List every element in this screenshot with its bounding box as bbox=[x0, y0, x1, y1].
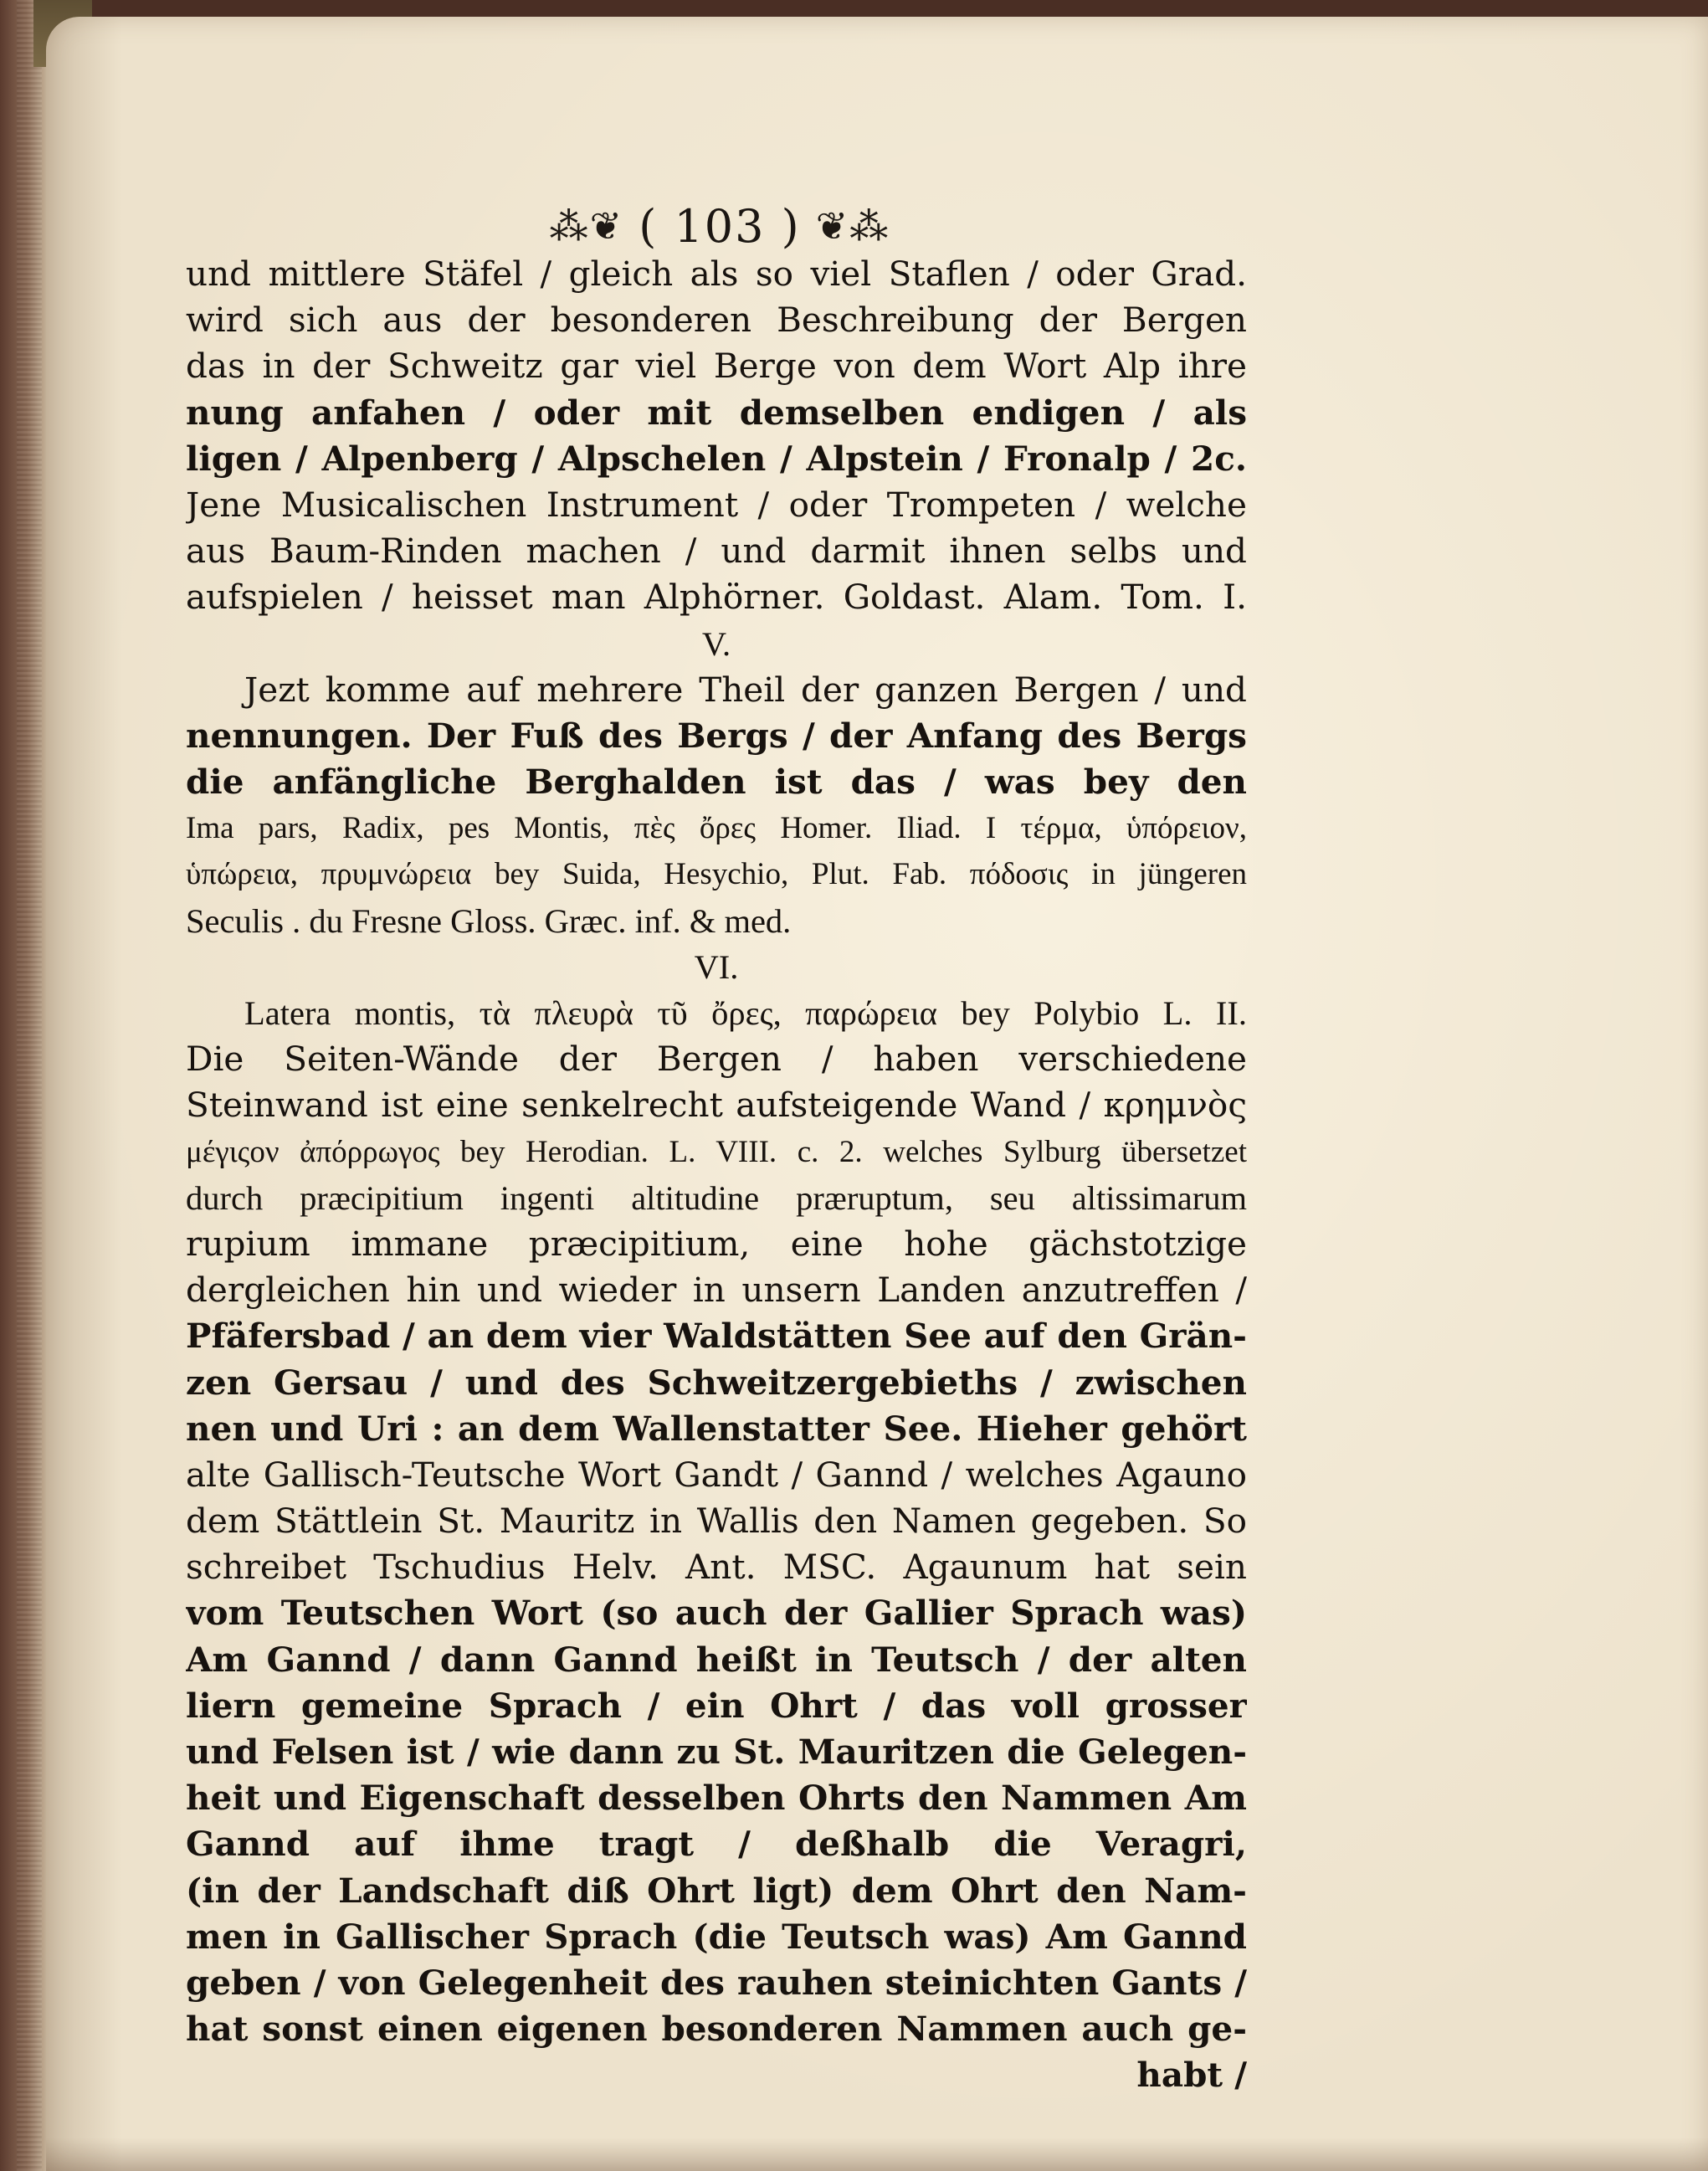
page-text bbox=[186, 251, 1247, 2099]
catchword: habt / bbox=[1136, 2055, 1247, 2096]
text-line: Steinwand ist eine senkelrecht aufsteigende Wand / κρημνὸς bbox=[186, 1085, 1247, 1126]
text-line: ligen / Alpenberg / Alpschelen / Alpstein / Fronalp / 2c. bbox=[186, 438, 1247, 479]
text-line: schreibet Tschudius Helv. Ant. MSC. Agaunum hat sein bbox=[186, 1547, 1247, 1588]
text-line: dergleichen hin und wieder in unsern Landen anzutreffen / bbox=[186, 1270, 1247, 1311]
text-line: Jezt komme auf mehrere Theil der ganzen Bergen / und bbox=[244, 669, 1247, 710]
text-line: Die Seiten-Wände der Bergen / haben verschiedene bbox=[186, 1039, 1247, 1080]
text-line: durch præcipitium ingenti altitudine præruptum, seu altissimarum bbox=[186, 1178, 1247, 1217]
text-line: vom Teutschen Wort (so auch der Gallier Sprach was) bbox=[186, 1593, 1247, 1634]
text-line: men in Gallischer Sprach (die Teutsch was) Am Gannd bbox=[186, 1916, 1247, 1957]
text-line: Pfäfersbad / an dem vier Waldstätten See auf den Grän- bbox=[186, 1316, 1247, 1357]
ornament-right-icon: ❦⁂ bbox=[815, 203, 890, 249]
ornament-left-icon: ⁂❦ bbox=[549, 203, 624, 249]
text-line: Ima pars, Radix, pes Montis, πὲς ὄρες Homer. Iliad. I τέρμα, ὑπόρειον, bbox=[186, 811, 1247, 846]
page-number: ( 103 ) bbox=[639, 199, 801, 253]
text-line: heit und Eigenschaft desselben Ohrts den Nammen Am bbox=[186, 1778, 1247, 1819]
text-line: zen Gersau / und des Schweitzergebieths / zwischen bbox=[186, 1362, 1247, 1403]
text-line: μέγιςον ἀπόρρωγος bey Herodian. L. VIII. c. 2. welches Sylburg übersetzet bbox=[186, 1134, 1247, 1169]
text-line: rupium immane præcipitium, eine hohe gächstotzige bbox=[186, 1223, 1247, 1264]
text-line: geben / von Gelegenheit des rauhen steinichten Gants / bbox=[186, 1962, 1247, 2003]
text-line: Jene Musicalischen Instrument / oder Trompeten / welche bbox=[186, 484, 1247, 525]
text-line: und Felsen ist / wie dann zu St. Mauritzen die Gelegen- bbox=[186, 1732, 1247, 1772]
text-line: Seculis . du Fresne Gloss. Græc. inf. & med. bbox=[186, 901, 792, 940]
section-heading-v: V. bbox=[701, 624, 731, 663]
text-line: nen und Uri : an dem Wallenstatter See. Hieher gehört bbox=[186, 1408, 1247, 1449]
text-line: (in der Landschaft diß Ohrt ligt) dem Ohrt den Nam- bbox=[186, 1870, 1247, 1911]
text-line: alte Gallisch-Teutsche Wort Gandt / Gannd / welches Agauno bbox=[186, 1454, 1247, 1495]
text-line: Gannd auf ihme tragt / deßhalb die Veragri, bbox=[186, 1824, 1247, 1865]
text-line: das in der Schweitz gar viel Berge von dem Wort Alp ihre bbox=[186, 346, 1247, 387]
text-line: ὑπώρεια, πρυμνώρεια bey Suida, Hesychio, Plut. Fab. πόδοσις in jüngeren bbox=[186, 857, 1247, 892]
text-line: aus Baum-Rinden machen / und darmit ihnen selbs und bbox=[186, 531, 1247, 572]
text-line: aufspielen / heisset man Alphörner. Goldast. Alam. Tom. I. bbox=[186, 577, 1247, 618]
text-line: hat sonst einen eigenen besonderen Nammen auch ge- bbox=[186, 2009, 1247, 2050]
page-stack-edge bbox=[17, 0, 42, 2171]
text-line: wird sich aus der besonderen Beschreibung der Bergen bbox=[186, 300, 1247, 341]
text-line: Am Gannd / dann Gannd heißt in Teutsch / der alten bbox=[186, 1639, 1247, 1680]
text-line: nennungen. Der Fuß des Bergs / der Anfang des Bergs bbox=[186, 715, 1247, 756]
text-line: nung anfahen / oder mit demselben endigen / als bbox=[186, 392, 1247, 433]
page-bottom-shadow bbox=[46, 2138, 1708, 2171]
text-line: dem Stättlein St. Mauritz in Wallis den Namen gegeben. So bbox=[186, 1501, 1247, 1542]
text-line: liern gemeine Sprach / ein Ohrt / das voll grosser bbox=[186, 1685, 1247, 1726]
section-heading-vi: VI. bbox=[694, 947, 739, 986]
text-line: die anfängliche Berghalden ist das / was bey den bbox=[186, 762, 1247, 803]
text-line: Latera montis, τὰ πλευρὰ τῦ ὄρες, παρώρεια bey Polybio L. II. bbox=[244, 994, 1247, 1032]
text-line: und mittlere Stäfel / gleich als so viel Staflen / oder Grad. bbox=[186, 254, 1247, 294]
